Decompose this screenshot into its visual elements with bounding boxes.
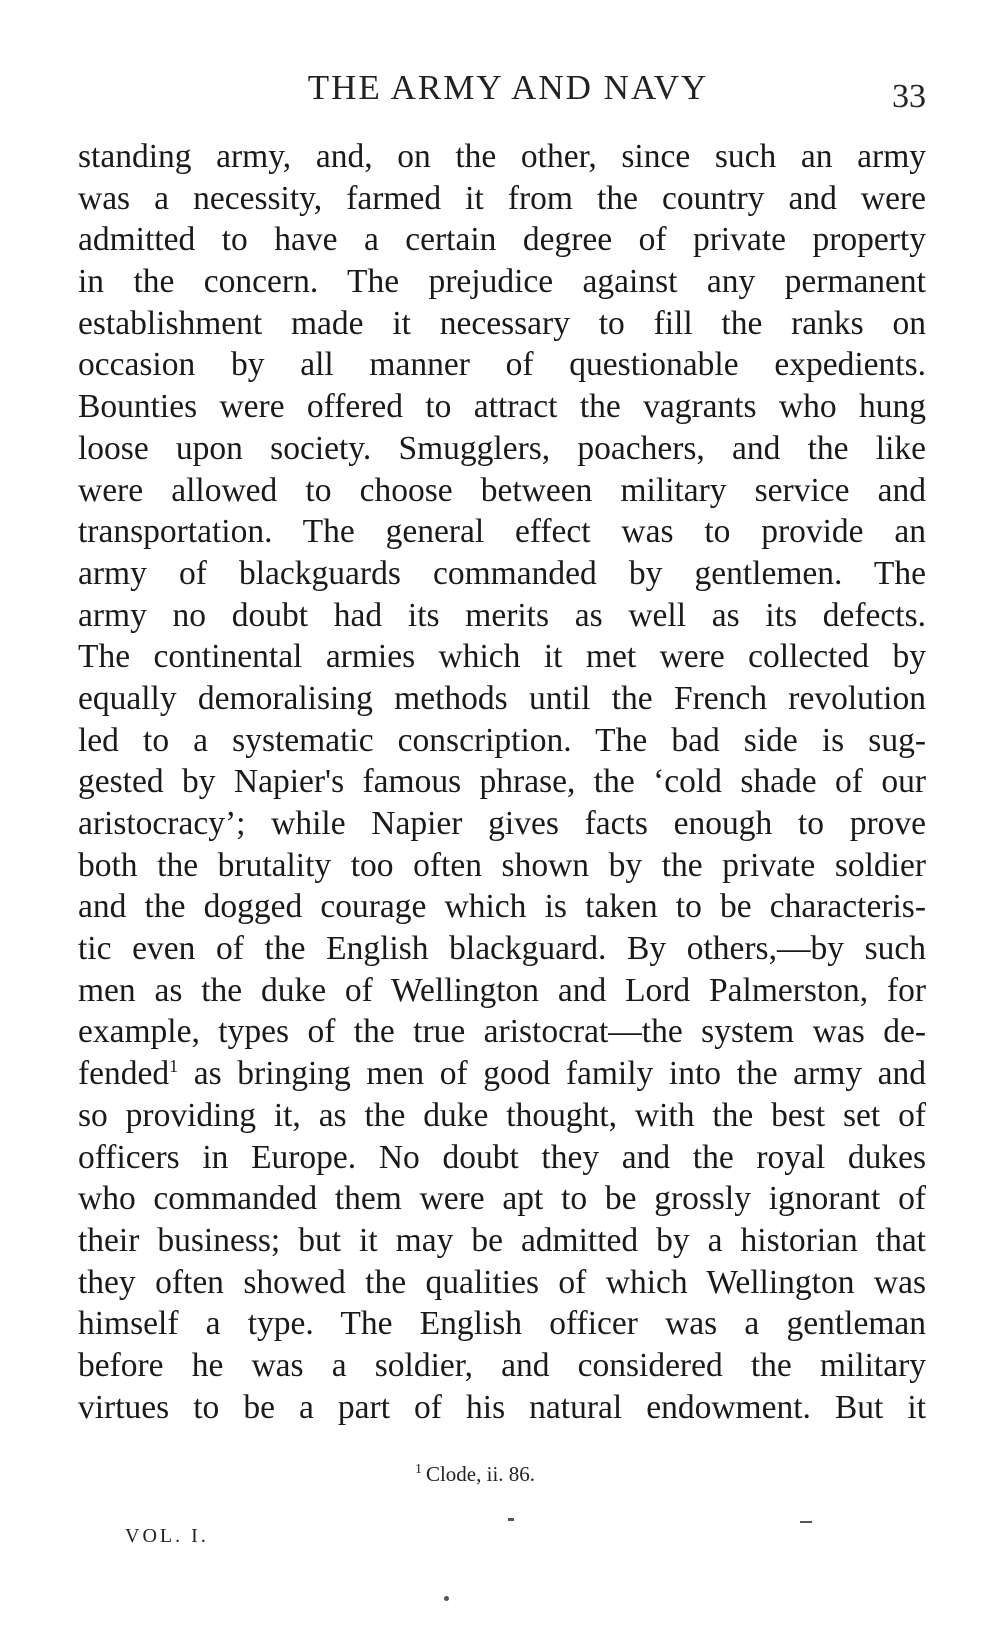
ink-speck xyxy=(444,1596,449,1601)
text-line: was a necessity, farmed it from the country and were xyxy=(78,179,926,217)
text-line: their business; but it may be admitted by a historian that xyxy=(78,1221,926,1259)
text-line: himself a type. The English officer was a gentleman xyxy=(78,1305,926,1343)
text-line: aristocracy’; while Napier gives facts enough to prove xyxy=(78,805,926,842)
text-line: equally demoralising methods until the French revolution xyxy=(78,679,926,717)
footnote-reference[interactable]: 1 xyxy=(169,1055,179,1076)
text-line: gested by Napier's famous phrase, the ‘cold shade of our xyxy=(78,763,926,801)
text-line: army of blackguards commanded by gentlemen. The xyxy=(78,554,926,592)
text-line: transportation. The general effect was to provide an xyxy=(78,513,926,551)
body-text xyxy=(78,136,926,1428)
text-line-with-footnote-ref xyxy=(78,1053,926,1095)
line-text-after-ref: as bringing men of good family into the army and xyxy=(178,1055,926,1093)
text-line: Bounties were offered to attract the vagrants who hung xyxy=(78,388,926,426)
text-line: they often showed the qualities of which Wellington was xyxy=(78,1263,926,1301)
signature-mark: VOL. I. xyxy=(125,1525,209,1547)
text-line: standing army, and, on the other, since such an army xyxy=(78,138,926,175)
text-line: were allowed to choose between military service and xyxy=(78,471,926,509)
ink-speck xyxy=(508,1518,514,1521)
text-line: tic even of the English blackguard. By others,—by such xyxy=(78,930,926,968)
ink-speck xyxy=(800,1521,812,1523)
text-line: before he was a soldier, and considered the military xyxy=(78,1346,926,1384)
text-line: so providing it, as the duke thought, with the best set of xyxy=(78,1096,926,1134)
text-line: army no doubt had its merits as well as its defects. xyxy=(78,596,926,634)
text-line: admitted to have a certain degree of private property xyxy=(78,221,926,259)
text-line: in the concern. The prejudice against any permanent xyxy=(78,263,926,301)
running-head xyxy=(78,62,938,122)
text-line: The continental armies which it met were collected by xyxy=(78,638,926,676)
text-line: men as the duke of Wellington and Lord Palmerston, for xyxy=(78,971,926,1009)
page-number: 33 xyxy=(892,78,926,115)
line-text-before-ref: fended xyxy=(78,1055,170,1093)
footnote-text: Clode, ii. 86. xyxy=(425,1462,536,1486)
text-line: establishment made it necessary to fill the ranks on xyxy=(78,304,926,342)
text-line: led to a systematic conscription. The bad side is sug- xyxy=(78,721,926,759)
text-line: and the dogged courage which is taken to be characteris- xyxy=(78,888,926,926)
text-line: both the brutality too often shown by the private soldier xyxy=(78,846,926,884)
text-line: example, types of the true aristocrat—the system was de- xyxy=(78,1013,926,1051)
text-line: occasion by all manner of questionable expedients. xyxy=(78,346,926,384)
footnote-mark: 1 xyxy=(414,1462,422,1477)
footnote xyxy=(0,1462,1000,1487)
text-line: officers in Europe. No doubt they and the royal dukes xyxy=(78,1138,926,1176)
text-line: who commanded them were apt to be grossly ignorant of xyxy=(78,1180,926,1218)
text-line: loose upon society. Smugglers, poachers, and the like xyxy=(78,429,926,467)
text-line: virtues to be a part of his natural endowment. But it xyxy=(78,1388,926,1426)
running-title: THE ARMY AND NAVY xyxy=(307,68,709,107)
